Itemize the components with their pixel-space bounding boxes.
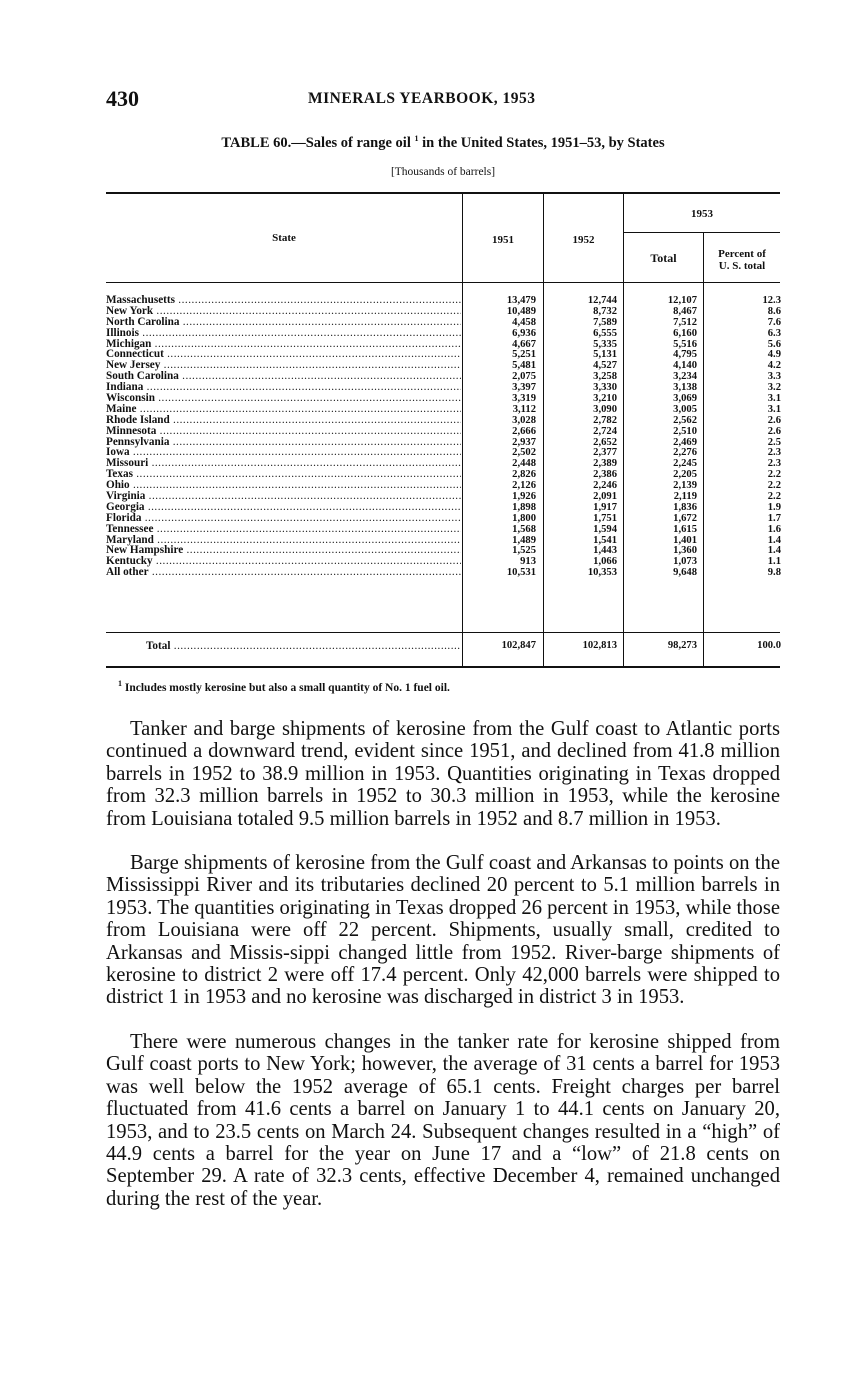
cell-v1953: 1,401 (673, 534, 697, 546)
cell-pct: 5.6 (767, 338, 781, 350)
cell-v1952: 2,377 (593, 447, 617, 459)
state-name: Florida ..... (106, 513, 461, 524)
cell-v1951: 2,666 (512, 425, 536, 437)
cell-v1952: 1,917 (593, 501, 617, 513)
cell-v1951: 3,028 (512, 414, 536, 426)
table-row (106, 524, 780, 535)
total-label: Total ..... (146, 640, 461, 652)
state-name: South Carolina ..... (106, 371, 461, 382)
table-row (106, 480, 780, 491)
cell-v1951: 2,075 (512, 371, 536, 383)
cell-v1951: 2,502 (512, 447, 536, 459)
cell-pct: 1.1 (767, 556, 781, 568)
total-1952: 102,813 (582, 640, 617, 651)
cell-v1952: 3,330 (593, 382, 617, 394)
cell-v1951: 1,489 (512, 534, 536, 546)
cell-v1952: 3,258 (593, 371, 617, 383)
cell-v1953: 2,119 (673, 491, 697, 503)
cell-v1951: 913 (520, 556, 536, 568)
cell-v1951: 13,479 (506, 295, 536, 306)
state-name: Texas ..... (106, 469, 461, 480)
cell-pct: 2.3 (767, 458, 781, 470)
cell-v1953: 2,510 (673, 425, 697, 437)
year-group-rule (623, 232, 780, 233)
cell-pct: 1.4 (767, 534, 781, 546)
table-row (106, 426, 780, 437)
total-separator-rule (106, 632, 780, 633)
cell-v1951: 6,936 (512, 327, 536, 339)
page-header (106, 86, 780, 112)
state-name: Kentucky ..... (106, 556, 461, 567)
table-footnote (118, 679, 450, 694)
state-name: New Hampshire ..... (106, 545, 461, 556)
state-name: Indiana ..... (106, 382, 461, 393)
table-title (106, 134, 780, 152)
table-row (106, 469, 780, 480)
cell-v1952: 2,386 (593, 469, 617, 481)
state-name: Tennessee ..... (106, 524, 461, 535)
state-name: New Jersey ..... (106, 360, 461, 371)
table-row (106, 371, 780, 382)
state-name: Iowa ..... (106, 447, 461, 458)
cell-v1953: 2,139 (673, 480, 697, 492)
cell-v1953: 1,360 (673, 545, 697, 557)
cell-v1952: 1,751 (593, 512, 617, 524)
cell-v1952: 6,555 (593, 327, 617, 339)
table-row (106, 447, 780, 458)
cell-v1952: 1,443 (593, 545, 617, 557)
cell-v1952: 3,210 (593, 393, 617, 405)
cell-v1953: 12,107 (667, 295, 697, 306)
cell-v1953: 2,562 (673, 414, 697, 426)
cell-v1952: 2,782 (593, 414, 617, 426)
cell-v1953: 3,069 (673, 393, 697, 405)
state-name: Virginia ..... (106, 491, 461, 502)
cell-v1952: 1,066 (593, 556, 617, 568)
cell-v1951: 1,800 (512, 512, 536, 524)
table-row (106, 502, 780, 513)
cell-v1953: 4,140 (673, 360, 697, 372)
cell-v1953: 8,467 (673, 305, 697, 317)
cell-pct: 2.5 (767, 436, 781, 448)
table-row (106, 545, 780, 556)
table-row (106, 339, 780, 350)
body-paragraph: Barge shipments of kerosine from the Gulf coast and Arkansas to points on the Mississippi River and its tributaries declined 20 percent to 5.1 million barrels in 1953. The quantities originating in Texas dropped 26 percent in 1953, while those from Louisiana were off 22 percent. Shipments, usually small, credited to Arkansas and Missis-sippi changed little from 1952. River-barge shipments of kerosine to district 2 were off 17.4 percent. Only 42,000 barrels were shipped to district 1 in 1953 and no kerosine was discharged in district 3 in 1953. (106, 852, 780, 1009)
cell-pct: 1.4 (767, 545, 781, 557)
cell-v1953: 5,516 (673, 338, 697, 350)
range-oil-table (106, 192, 780, 672)
table-row (106, 328, 780, 339)
cell-v1953: 1,672 (673, 512, 697, 524)
column-header-state: State (272, 232, 296, 244)
total-row (106, 640, 780, 653)
state-name: Pennsylvania ..... (106, 437, 461, 448)
cell-pct: 4.9 (767, 349, 781, 361)
table-row (106, 393, 780, 404)
cell-v1953: 1,615 (673, 523, 697, 535)
table-units: [Thousands of barrels] (390, 166, 496, 178)
cell-v1951: 3,397 (512, 382, 536, 394)
table-title-main: TABLE 60.—Sales of range oil (221, 134, 411, 151)
cell-v1951: 3,112 (512, 403, 536, 415)
state-name: Connecticut ..... (106, 349, 461, 360)
body-paragraph: Tanker and barge shipments of kerosine from the Gulf coast to Atlantic ports continued a downward trend, evident since 1951, and declined from 41.8 million barrels in 1952 to 38.9 million in 1953. Quantities originating in Texas dropped from 32.3 million barrels in 1952 to 30.3 million in 1953, while the kerosine from Louisiana totaled 9.5 million barrels in 1952 and 8.7 million in 1953. (106, 718, 780, 830)
table-row (106, 349, 780, 360)
cell-v1953: 2,469 (673, 436, 697, 448)
cell-v1952: 2,652 (593, 436, 617, 448)
cell-pct: 2.2 (767, 491, 781, 503)
cell-v1952: 10,353 (587, 567, 617, 579)
body-paragraph: There were numerous changes in the tanker rate for kerosine shipped from Gulf coast ports to New York; however, the average of 31 cents a barrel for 1953 was well below the 1952 average of 65.1 cents. Freight charges per barrel fluctuated from 41.6 cents a barrel on January 1 to 44.1 cents on January 20, 1953, and to 23.5 cents on March 24. Subsequent changes resulted in a “high” of 44.9 cents a barrel for the year on June 17 and a “low” of 21.8 cents on September 29. A rate of 32.3 cents, effective December 4, remained unchanged during the rest of the year. (106, 1031, 780, 1210)
cell-v1953: 6,160 (673, 327, 697, 339)
cell-v1953: 3,138 (673, 382, 697, 394)
cell-v1951: 2,937 (512, 436, 536, 448)
cell-v1951: 1,898 (512, 501, 536, 513)
state-name: Wisconsin ..... (106, 393, 461, 404)
cell-v1953: 7,512 (673, 316, 697, 328)
cell-pct: 1.6 (767, 523, 781, 535)
column-header-1952: 1952 (572, 234, 595, 246)
state-name: Missouri ..... (106, 458, 461, 469)
cell-pct: 2.6 (767, 425, 781, 437)
column-header-total: Total (650, 251, 677, 265)
column-header-1951: 1951 (492, 234, 514, 246)
page-number: 430 (106, 86, 139, 111)
cell-v1952: 2,724 (593, 425, 617, 437)
cell-pct: 1.7 (767, 512, 781, 524)
cell-v1952: 2,091 (593, 491, 617, 503)
cell-v1952: 3,090 (593, 403, 617, 415)
header-bottom-rule (106, 282, 780, 283)
table-body (106, 295, 780, 578)
cell-v1952: 2,389 (593, 458, 617, 470)
table-row (106, 437, 780, 448)
table-bottom-rule (106, 666, 780, 668)
cell-v1952: 4,527 (593, 360, 617, 372)
table-row (106, 415, 780, 426)
state-name: New York ..... (106, 306, 461, 317)
footnote-text: Includes mostly kerosine but also a small quantity of No. 1 fuel oil. (124, 681, 450, 694)
column-header-1953: 1953 (691, 208, 713, 220)
table-title-rest: in the United States, 1951–53, by States (422, 134, 665, 151)
cell-pct: 2.3 (767, 447, 781, 459)
cell-v1953: 3,234 (673, 371, 697, 383)
cell-v1953: 9,648 (673, 567, 697, 579)
cell-pct: 3.1 (767, 403, 781, 415)
state-name: Maryland ..... (106, 535, 461, 546)
table-row (106, 535, 780, 546)
cell-v1951: 2,448 (512, 458, 536, 470)
cell-v1951: 1,926 (512, 491, 536, 503)
table-row (106, 513, 780, 524)
table-row (106, 306, 780, 317)
total-1951: 102,847 (501, 640, 536, 651)
cell-v1951: 2,126 (512, 480, 536, 492)
cell-pct: 3.2 (767, 382, 781, 394)
table-row (106, 491, 780, 502)
state-name: All other ..... (106, 567, 461, 578)
cell-v1952: 7,589 (593, 316, 617, 328)
cell-v1951: 2,826 (512, 469, 536, 481)
cell-pct: 3.1 (767, 393, 781, 405)
state-name: North Carolina ..... (106, 317, 461, 328)
total-percent: 100.0 (757, 640, 781, 651)
cell-v1952: 1,541 (593, 534, 617, 546)
table-row (106, 404, 780, 415)
cell-v1952: 5,335 (593, 338, 617, 350)
state-name: Illinois ..... (106, 328, 461, 339)
cell-v1953: 2,276 (673, 447, 697, 459)
cell-pct: 4.2 (767, 360, 781, 372)
state-name: Michigan ..... (106, 339, 461, 350)
state-name: Georgia ..... (106, 502, 461, 513)
table-row (106, 317, 780, 328)
cell-pct: 9.8 (767, 567, 781, 579)
state-name: Ohio ..... (106, 480, 461, 491)
cell-v1951: 4,667 (512, 338, 536, 350)
state-name: Minnesota ..... (106, 426, 461, 437)
cell-pct: 2.2 (767, 480, 781, 492)
footnote-mark: 1 (118, 679, 122, 688)
column-header-percent (704, 248, 780, 272)
cell-v1953: 2,245 (673, 458, 697, 470)
table-top-rule (106, 192, 780, 194)
table-row (106, 360, 780, 371)
table-row (106, 295, 780, 306)
table-title-footnote-mark: 1 (414, 134, 419, 143)
state-name: Rhode Island ..... (106, 415, 461, 426)
cell-v1951: 1,525 (512, 545, 536, 557)
table-row (106, 458, 780, 469)
cell-pct: 7.6 (767, 316, 781, 328)
state-name: Maine ..... (106, 404, 461, 415)
cell-pct: 8.6 (767, 305, 781, 317)
cell-v1951: 10,489 (506, 305, 536, 317)
cell-v1951: 10,531 (506, 567, 536, 579)
cell-pct: 1.9 (767, 501, 781, 513)
running-title: MINERALS YEARBOOK, 1953 (308, 90, 536, 107)
table-row (106, 556, 780, 567)
cell-v1952: 5,131 (593, 349, 617, 361)
total-1953: 98,273 (667, 640, 697, 651)
cell-v1953: 1,836 (673, 501, 697, 513)
cell-pct: 2.2 (767, 469, 781, 481)
cell-pct: 3.3 (767, 371, 781, 383)
cell-v1953: 2,205 (673, 469, 697, 481)
cell-v1951: 5,251 (512, 349, 536, 361)
cell-pct: 12.3 (762, 295, 781, 306)
cell-v1953: 3,005 (673, 403, 697, 415)
cell-v1952: 8,732 (593, 305, 617, 317)
cell-v1953: 1,073 (673, 556, 697, 568)
cell-v1951: 4,458 (512, 316, 536, 328)
cell-pct: 2.6 (767, 414, 781, 426)
cell-v1953: 4,795 (673, 349, 697, 361)
cell-v1952: 1,594 (593, 523, 617, 535)
table-row (106, 382, 780, 393)
cell-v1952: 12,744 (587, 295, 617, 306)
cell-pct: 6.3 (767, 327, 781, 339)
percent-header-line1: Percent of (718, 248, 766, 260)
cell-v1951: 3,319 (512, 393, 536, 405)
state-name: Massachusetts ..... (106, 295, 461, 306)
cell-v1952: 2,246 (593, 480, 617, 492)
percent-header-line2: U. S. total (718, 260, 766, 272)
cell-v1951: 5,481 (512, 360, 536, 372)
table-row (106, 567, 780, 578)
cell-v1951: 1,568 (512, 523, 536, 535)
